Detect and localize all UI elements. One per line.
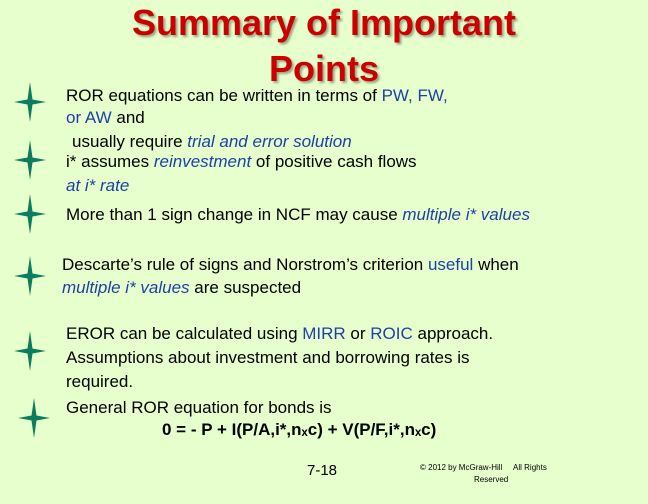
bullet-1-terms-2: or AW: [66, 108, 112, 127]
title-line-2: Points: [268, 48, 379, 89]
star-bullet-icon: [14, 140, 46, 180]
bond-formula: 0 = - P + I(P/A,i*,nₓc) + V(P/F,i*,nₓc): [162, 420, 437, 439]
bullet-2-line-1: [66, 150, 417, 173]
bullet-3-emphasis: multiple i* values: [402, 205, 530, 224]
star-bullet-icon: [14, 331, 46, 371]
star-bullet-icon: [14, 82, 46, 122]
slide-title: [0, 0, 648, 92]
bullet-1-text: ROR equations can be written in terms of: [66, 86, 382, 105]
star-bullet-icon: [14, 256, 46, 296]
bullet-1-text-2: and: [111, 108, 145, 127]
star-bullet-icon: [18, 398, 50, 438]
bullet-2-line-2: [66, 174, 129, 197]
bullet-4-text: Descarte’s rule of signs and Norstrom’s criterion: [62, 255, 428, 274]
bullet-1-terms: PW, FW,: [381, 86, 448, 105]
bullet-2-emphasis-2: at i* rate: [66, 176, 130, 195]
bullet-5-text-3: approach.: [412, 324, 494, 343]
bullet-1-line-1: [66, 84, 448, 107]
bullet-4-emphasis: useful: [427, 255, 474, 274]
bullet-5-text: EROR can be calculated using: [66, 324, 303, 343]
title-line-1: Summary of Important: [131, 2, 517, 43]
copyright-notice: [420, 462, 580, 486]
bullet-5-text-2: or: [345, 324, 371, 343]
bullet-4-line-1: [62, 253, 519, 276]
bullet-5-line-3: required.: [66, 372, 134, 391]
bullet-4-emphasis-2: multiple i* values: [62, 278, 190, 297]
page-number: 7-18: [307, 462, 338, 479]
bullet-3-line-1: [66, 203, 530, 226]
bullet-2-text: i* assumes: [66, 152, 154, 171]
bullet-5-line-1: [66, 322, 493, 345]
bullet-5-term-1: MIRR: [302, 324, 346, 343]
bullet-1-line-2: [66, 106, 145, 129]
bullet-3-text: More than 1 sign change in NCF may cause: [66, 205, 403, 224]
star-bullet-icon: [14, 194, 46, 234]
bullet-2-text-2: of positive cash flows: [251, 152, 417, 171]
copyright-line-1: © 2012 by McGraw-Hill All Rights: [420, 463, 547, 472]
bullet-4-text-2: when: [473, 255, 519, 274]
copyright-line-2: Reserved: [474, 475, 509, 484]
bullet-5-line-2: Assumptions about investment and borrowing rates is: [66, 348, 470, 367]
bullet-2-emphasis: reinvestment: [153, 152, 252, 171]
bullet-1-emphasis: trial and error solution: [187, 132, 352, 151]
bullet-4-text-3: are suspected: [189, 278, 302, 297]
bullet-6-line-1: General ROR equation for bonds is: [66, 398, 332, 417]
bullet-4-line-2: [62, 276, 301, 299]
bullet-1-text-3: usually require: [72, 132, 188, 151]
bullet-5-term-2: ROIC: [370, 324, 413, 343]
